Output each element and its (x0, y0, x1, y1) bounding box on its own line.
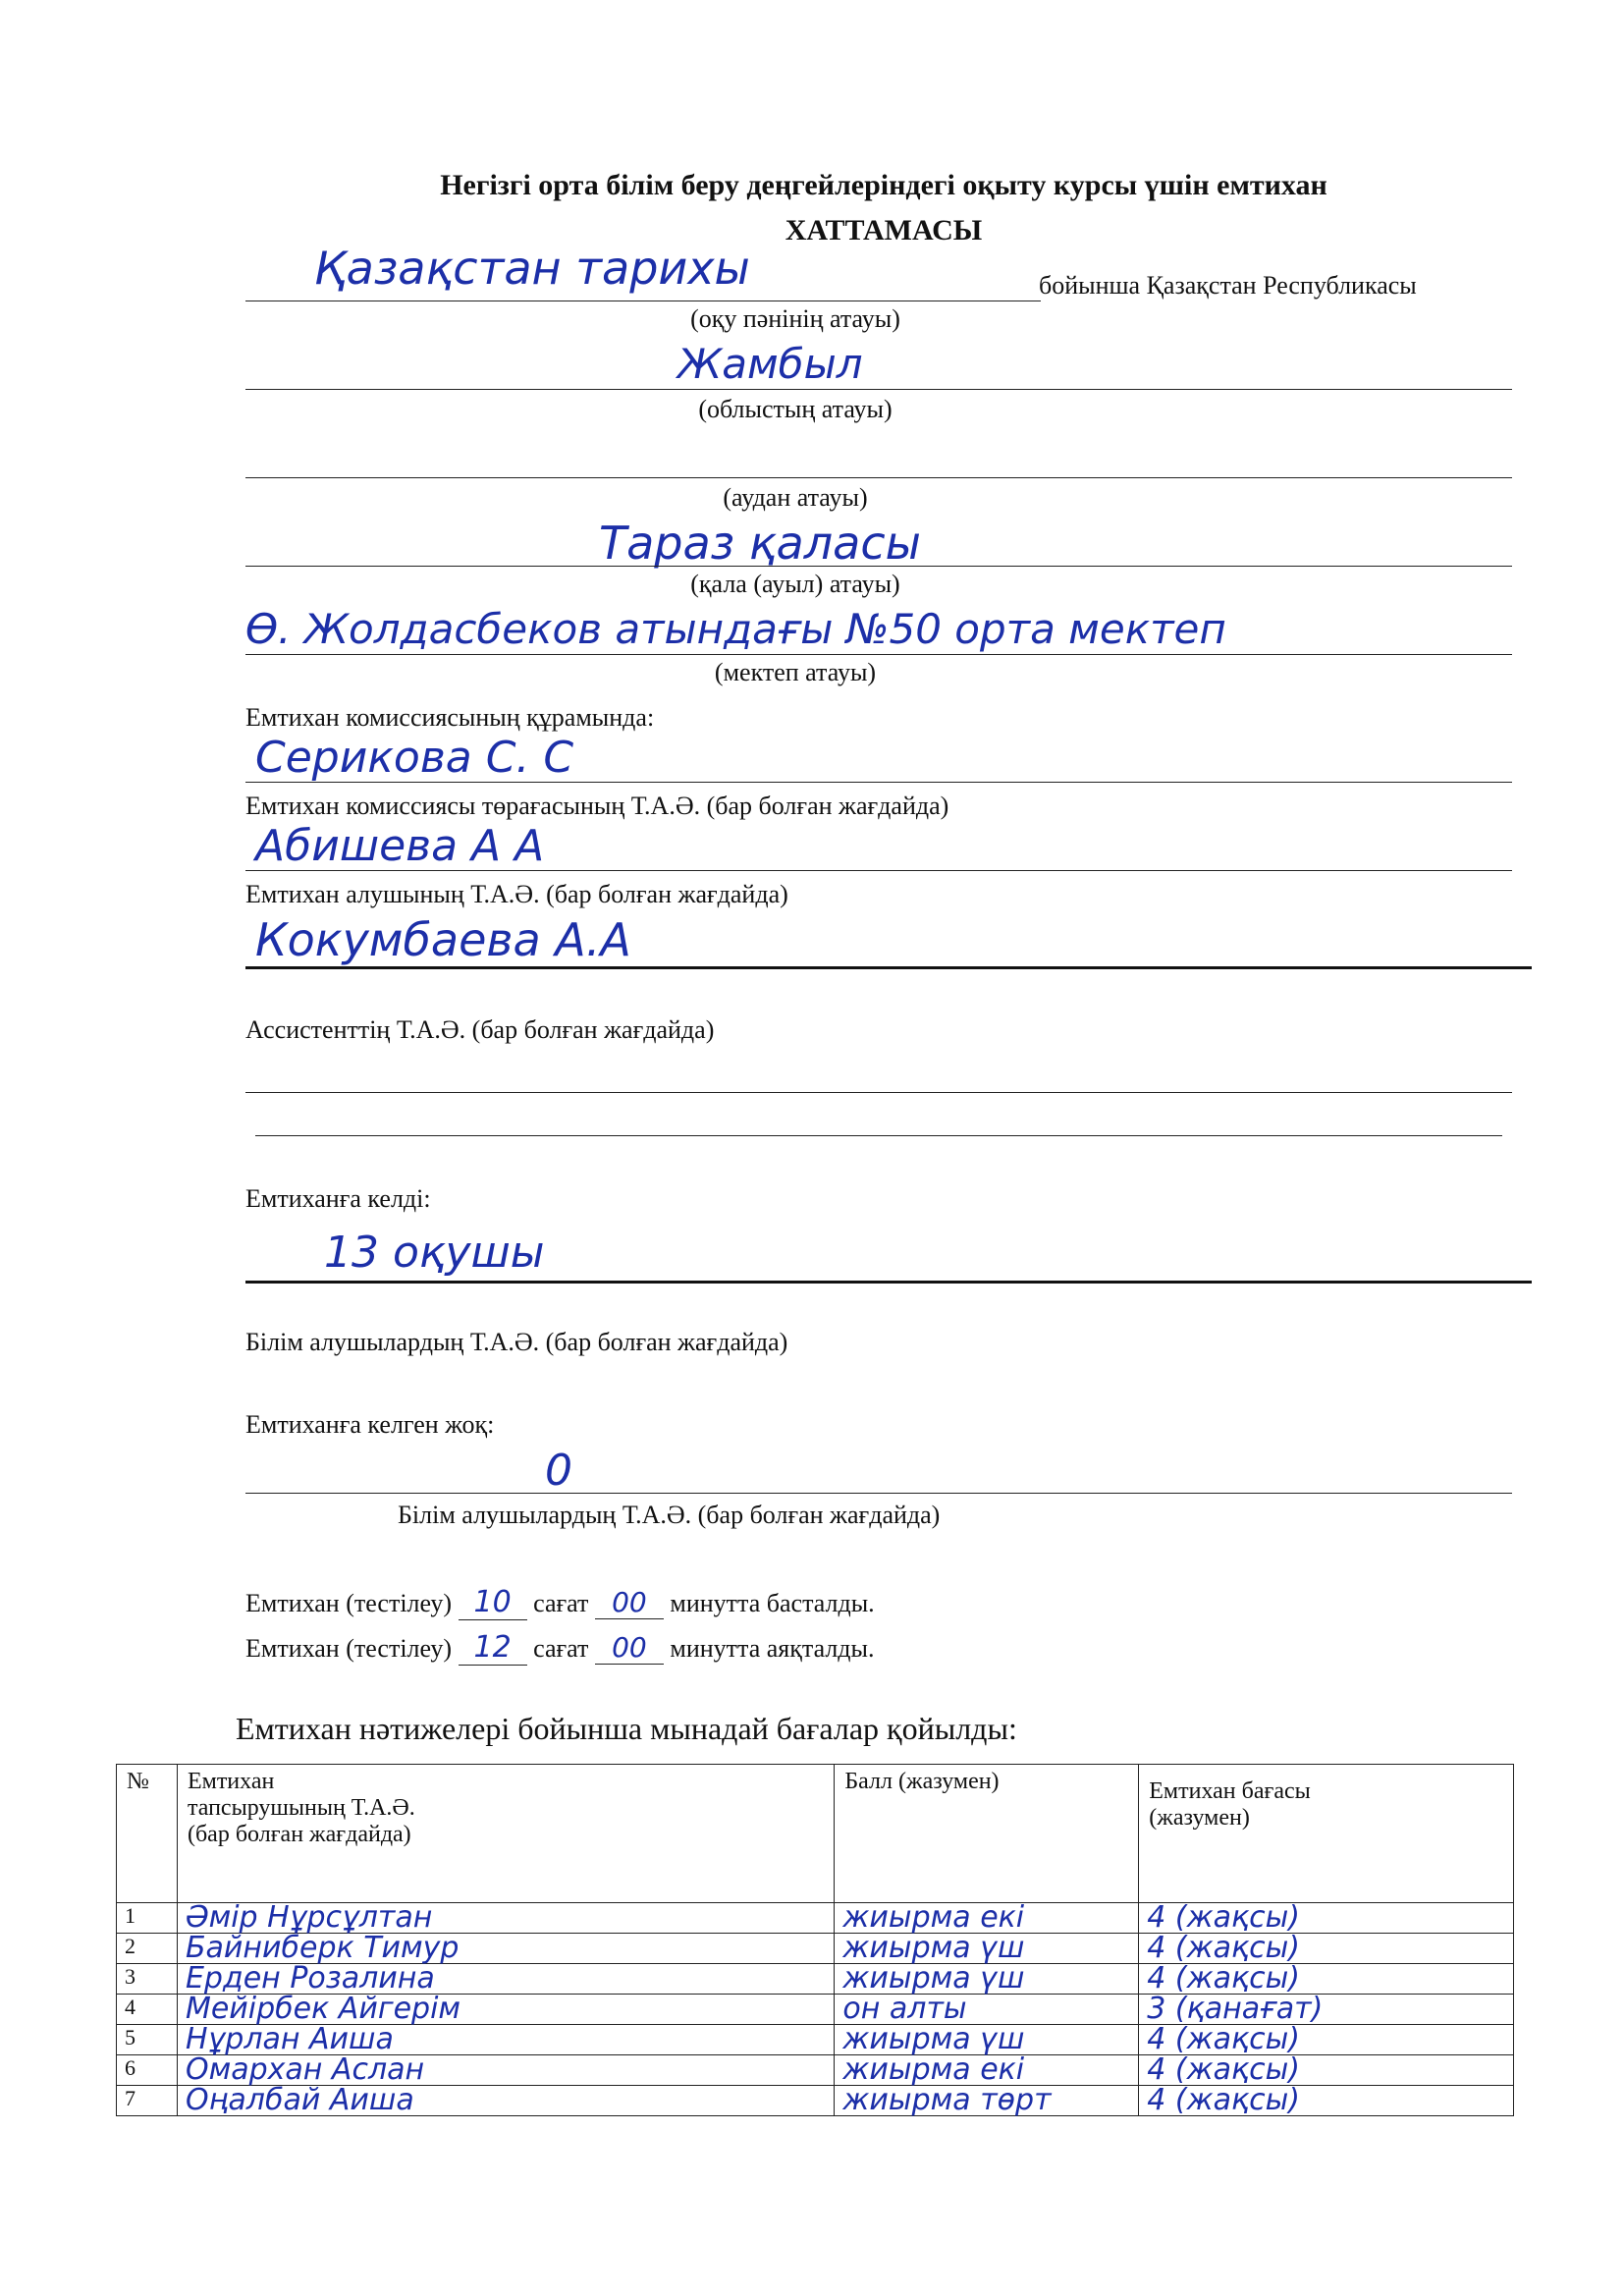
row-name: Әмір Нұрсұлтан (177, 1903, 834, 1934)
row-score: жиырма үш (835, 2025, 1139, 2055)
end-prefix: Емтихан (тестілеу) (245, 1634, 453, 1663)
col-score: Балл (жазумен) (835, 1765, 1139, 1903)
examiner-value: Кокумбаева А.А (255, 913, 631, 966)
table-row (117, 2086, 1514, 2116)
school-line (245, 654, 1512, 655)
row-score: жиырма үш (835, 1934, 1139, 1964)
start-min: 00 (595, 1586, 664, 1619)
end-time-row (245, 1630, 875, 1666)
district-caption: (аудан атауы) (723, 483, 868, 512)
chairman-label: Емтихан комиссиясы төрағасының Т.А.Ә. (бар болған жағдайда) (245, 792, 949, 820)
row-score: жиырма екі (835, 1903, 1139, 1934)
school-value: Ө. Жолдасбеков атындағы №50 орта мектеп (245, 605, 1226, 653)
table-row (117, 2055, 1514, 2086)
region-caption: (облыстың атауы) (698, 395, 893, 423)
chairman-value: Абишева А А (255, 821, 545, 871)
row-grade: 4 (жақсы) (1139, 2025, 1514, 2055)
end-hour: 12 (459, 1630, 527, 1666)
col-grade (1139, 1765, 1514, 1903)
row-num: 5 (117, 2025, 178, 2055)
region-line (245, 389, 1512, 390)
table-row (117, 1964, 1514, 1995)
col-grade-l1: Емтихан бағасы (1149, 1778, 1311, 1804)
start-hour: 10 (459, 1585, 527, 1620)
table-row (117, 1934, 1514, 1964)
attended-value: 13 оқушы (324, 1228, 545, 1278)
table-row (117, 1903, 1514, 1934)
district-line (245, 477, 1512, 478)
row-grade: 4 (жақсы) (1139, 1903, 1514, 1934)
start-prefix: Емтихан (тестілеу) (245, 1589, 453, 1617)
examiner-line (245, 966, 1532, 969)
end-suffix: минутта аяқталды. (670, 1634, 875, 1663)
row-num: 1 (117, 1903, 178, 1934)
row-score: жиырма үш (835, 1964, 1139, 1995)
city-line (245, 566, 1512, 567)
attended-caption: Білім алушылардың Т.А.Ә. (бар болған жағдайда) (245, 1328, 788, 1356)
row-grade: 4 (жақсы) (1139, 1934, 1514, 1964)
row-num: 2 (117, 1934, 178, 1964)
attended-label: Емтиханға келді: (245, 1184, 431, 1213)
row-num: 4 (117, 1995, 178, 2025)
subject-value: Қазақстан тарихы (314, 242, 750, 295)
row-grade: 4 (жақсы) (1139, 2055, 1514, 2086)
row-name: Мейірбек Айгерім (177, 1995, 834, 2025)
col-num: № (117, 1765, 178, 1903)
absent-value: 0 (545, 1446, 572, 1496)
row-name: Нұрлан Аиша (177, 2025, 834, 2055)
subject-suffix: бойынша Қазақстан Республикасы (1039, 271, 1417, 300)
city-value: Тараз қаласы (599, 517, 921, 570)
col-name (177, 1765, 834, 1903)
row-name: Оңалбай Аиша (177, 2086, 834, 2116)
start-hour-word: сағат (533, 1589, 589, 1617)
commission-label: Емтихан комиссиясының құрамында: (245, 703, 655, 732)
city-caption: (қала (ауыл) атауы) (690, 570, 900, 598)
row-score: он алты (835, 1995, 1139, 2025)
commission-line (245, 782, 1512, 783)
commission-value: Серикова С. С (255, 733, 574, 783)
row-name: Омархан Аслан (177, 2055, 834, 2086)
col-name-l3: (бар болған жағдайда) (187, 1822, 411, 1847)
table-row (117, 1995, 1514, 2025)
end-hour-word: сағат (533, 1634, 589, 1663)
row-name: Байниберк Тимур (177, 1934, 834, 1964)
row-grade: 4 (жақсы) (1139, 1964, 1514, 1995)
absent-line (245, 1493, 1512, 1494)
end-min: 00 (595, 1631, 664, 1665)
region-value: Жамбыл (677, 340, 863, 388)
col-name-l1: Емтихан (187, 1769, 275, 1794)
absent-caption: Білім алушылардың Т.А.Ә. (бар болған жағдайда) (398, 1501, 941, 1529)
row-grade: 3 (қанағат) (1139, 1995, 1514, 2025)
subject-caption: (оқу пәнінің атауы) (690, 304, 900, 333)
results-header-row (117, 1765, 1514, 1903)
chairman-line (245, 870, 1512, 871)
row-num: 6 (117, 2055, 178, 2086)
row-name: Ерден Розалина (177, 1964, 834, 1995)
start-time-row (245, 1585, 875, 1620)
start-suffix: минутта басталды. (670, 1589, 875, 1617)
row-num: 3 (117, 1964, 178, 1995)
assistant-line-2 (255, 1135, 1502, 1136)
col-name-l2: тапсырушының Т.А.Ә. (187, 1795, 415, 1821)
assistant-line-1 (245, 1092, 1512, 1093)
doc-title-line2: ХАТТАМАСЫ (785, 214, 983, 246)
absent-label: Емтиханға келген жоқ: (245, 1410, 495, 1439)
row-grade: 4 (жақсы) (1139, 2086, 1514, 2116)
assistant-label: Ассистенттің Т.А.Ә. (бар болған жағдайда) (245, 1015, 715, 1044)
school-caption: (мектеп атауы) (714, 658, 877, 686)
row-score: жиырма екі (835, 2055, 1139, 2086)
col-grade-l2: (жазумен) (1149, 1805, 1250, 1831)
results-heading: Емтихан нәтижелері бойынша мынадай бағалар қойылды: (236, 1711, 1017, 1746)
examiner-label: Емтихан алушының Т.А.Ә. (бар болған жағдайда) (245, 880, 788, 908)
doc-title-line1: Негізгі орта білім беру деңгейлеріндегі оқыту курсы үшін емтихан (440, 169, 1327, 201)
attended-line (245, 1281, 1532, 1284)
results-body (117, 1900, 1514, 2117)
row-num: 7 (117, 2086, 178, 2116)
row-score: жиырма төрт (835, 2086, 1139, 2116)
table-row (117, 2025, 1514, 2055)
results-table (116, 1764, 1514, 2116)
